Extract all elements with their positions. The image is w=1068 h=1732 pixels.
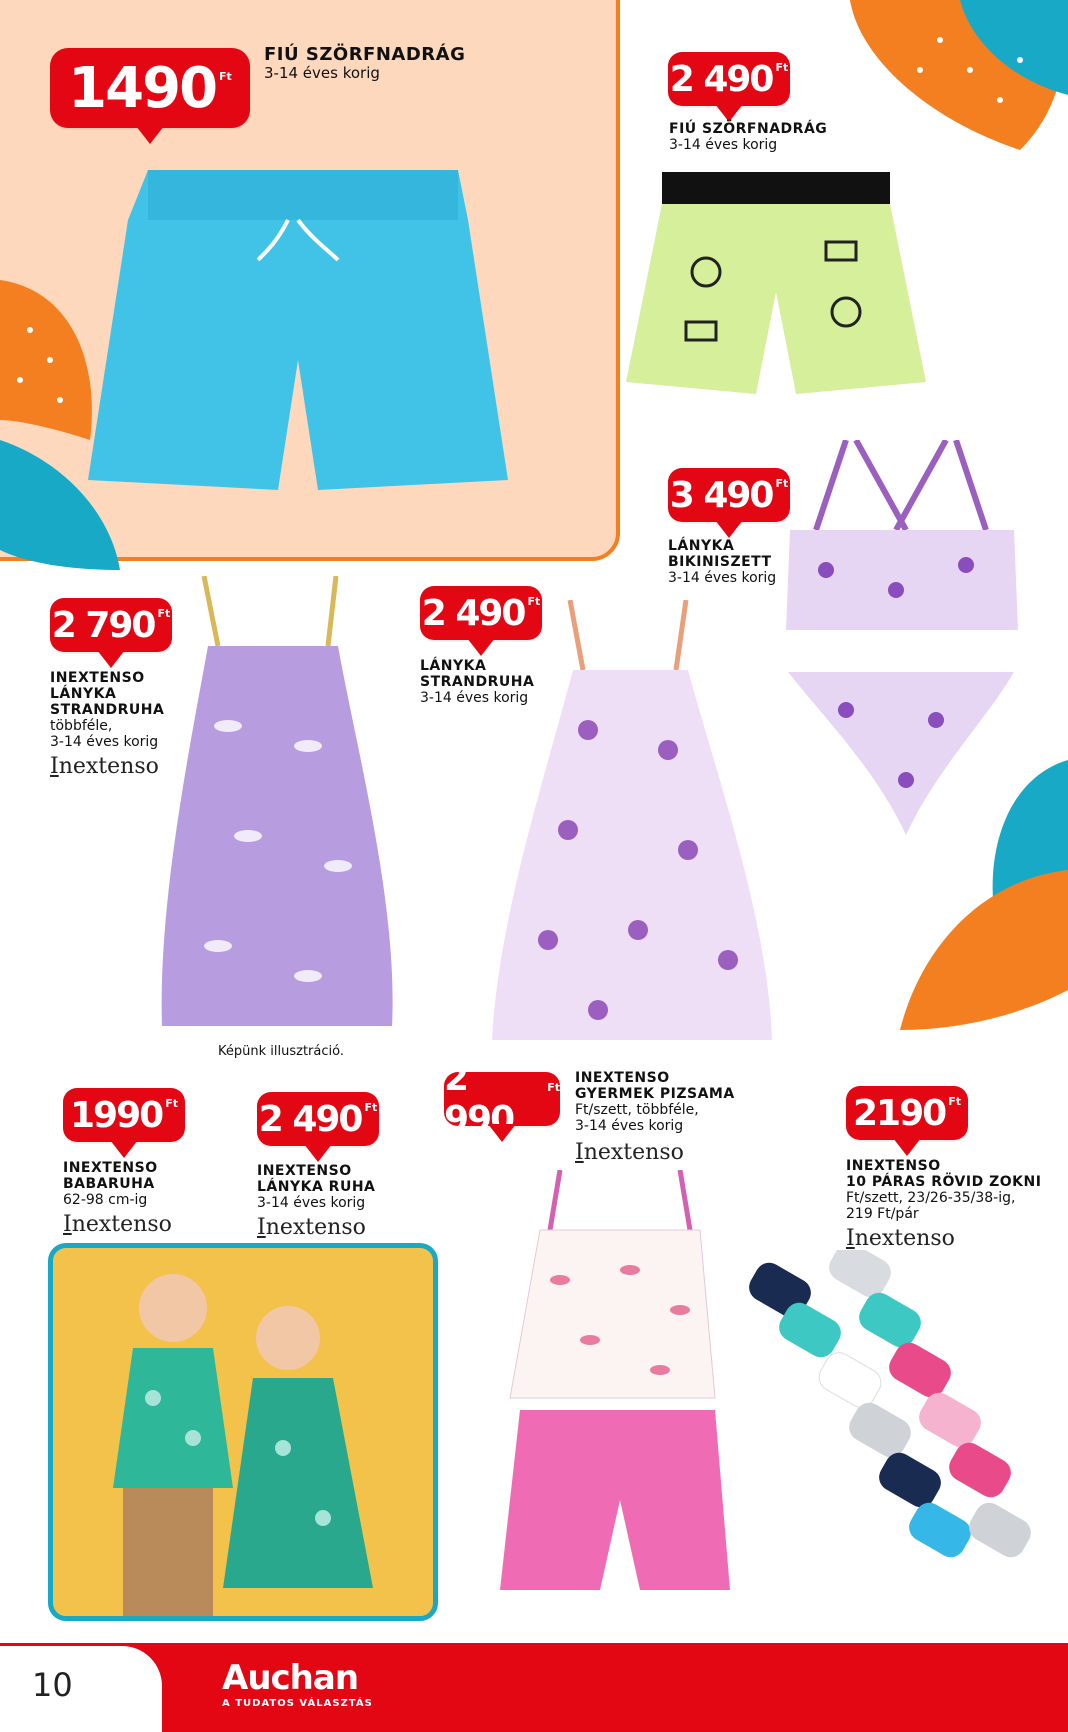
price-value: 2 490 (669, 58, 773, 100)
product-name-line2: GYERMEK PIZSAMA (575, 1086, 735, 1102)
product-name-line1: INEXTENSO (575, 1070, 670, 1086)
product-desc-line1: Ft/szett, 23/26-35/38-ig, (846, 1190, 1016, 1206)
product-name-line3: STRANDRUHA (50, 702, 165, 718)
price-tag-pajamas (444, 1058, 560, 1140)
illustration-note: Képünk illusztráció. (218, 1044, 344, 1059)
price-tag-inextenso-dress (50, 598, 172, 652)
currency-label: Ft (948, 1094, 961, 1108)
product-title-boy-shorts-blue (264, 45, 504, 81)
product-name-line2: BIKINISZETT (668, 554, 772, 570)
price-value: 1990 (70, 1094, 163, 1136)
price-value: 2 790 (51, 604, 155, 646)
blue-swim-shorts-image (88, 160, 508, 500)
currency-label: Ft (364, 1100, 378, 1114)
green-gamer-shorts-image (626, 172, 926, 408)
price-tag-baby-clothes (63, 1088, 185, 1142)
product-name-line1: INEXTENSO (50, 670, 145, 686)
product-name-line1: INEXTENSO (257, 1163, 352, 1179)
product-title-baby-clothes (63, 1160, 213, 1208)
product-desc-line2: 3-14 éves korig (575, 1118, 684, 1134)
product-desc: 3-14 éves korig (257, 1195, 366, 1211)
currency-label: Ft (547, 1080, 560, 1094)
product-desc: 3-14 éves korig (668, 570, 777, 586)
auchan-logo-text: Auchan (222, 1658, 359, 1698)
product-desc-line2: 3-14 éves korig (50, 734, 159, 750)
product-title-pajamas (575, 1070, 755, 1134)
product-desc: 3-14 éves korig (669, 137, 778, 153)
product-desc: 3-14 éves korig (420, 690, 529, 706)
price-value: 1490 (68, 55, 217, 121)
price-value: 3 490 (669, 474, 773, 516)
price-tag-boy-shorts-green (668, 52, 790, 106)
bikini-set-image (786, 440, 1018, 840)
inextenso-brand-logo: Inextenso (257, 1215, 366, 1240)
product-name-line2: LÁNYKA RUHA (257, 1179, 376, 1195)
currency-label: Ft (527, 594, 541, 608)
product-desc-line1: Ft/szett, többféle, (575, 1102, 699, 1118)
kids-photo-frame (48, 1243, 438, 1621)
price-value: 2 990 (444, 1058, 514, 1140)
pajama-set-image (500, 1170, 740, 1600)
kids-photo-image (53, 1248, 433, 1616)
purple-dress-image (158, 576, 398, 1031)
price-value: 2190 (853, 1092, 946, 1134)
auchan-logo (222, 1660, 373, 1709)
product-desc: 3-14 éves korig (264, 64, 380, 82)
product-name-line2: 10 PÁRAS RÖVID ZOKNI (846, 1174, 1042, 1190)
product-name: FIÚ SZÖRFNADRÁG (669, 121, 828, 137)
price-tag-girl-dress-inextenso (257, 1092, 379, 1146)
inextenso-brand-logo: Inextenso (846, 1226, 955, 1251)
price-value: 2 490 (258, 1098, 362, 1140)
product-name: FIÚ SZÖRFNADRÁG (264, 44, 466, 65)
product-name-line1: INEXTENSO (63, 1160, 158, 1176)
product-name-line2: LÁNYKA (50, 686, 117, 702)
currency-label: Ft (165, 1096, 178, 1110)
currency-label: Ft (219, 69, 232, 83)
product-name-line1: LÁNYKA (668, 538, 735, 554)
page-number: 10 (32, 1666, 73, 1704)
palm-dress-image (488, 600, 776, 1045)
product-name-line2: BABARUHA (63, 1176, 155, 1192)
currency-label: Ft (775, 60, 789, 74)
auchan-tagline: A TUDATOS VÁLASZTÁS (222, 1698, 373, 1709)
product-title-socks (846, 1158, 1056, 1222)
product-name-line1: LÁNYKA (420, 658, 487, 674)
product-name-line2: STRANDRUHA (420, 674, 535, 690)
price-value: 2 490 (421, 592, 525, 634)
product-title-girl-dress-inextenso (257, 1163, 407, 1211)
product-desc: 62-98 cm-ig (63, 1192, 148, 1208)
product-title-boy-shorts-green (669, 121, 869, 153)
product-desc-line1: többféle, (50, 718, 113, 734)
currency-label: Ft (775, 476, 789, 490)
currency-label: Ft (157, 606, 171, 620)
price-tag-socks (846, 1086, 968, 1140)
inextenso-brand-logo: Inextenso (575, 1140, 684, 1165)
price-tag-boy-shorts-blue (50, 48, 250, 128)
price-tag-bikini (668, 468, 790, 522)
inextenso-brand-logo: Inextenso (50, 754, 159, 779)
socks-set-image (740, 1250, 1040, 1610)
product-desc-line2: 219 Ft/pár (846, 1206, 919, 1222)
page-number-box (0, 1646, 162, 1732)
inextenso-brand-logo: Inextenso (63, 1212, 172, 1237)
product-name-line1: INEXTENSO (846, 1158, 941, 1174)
